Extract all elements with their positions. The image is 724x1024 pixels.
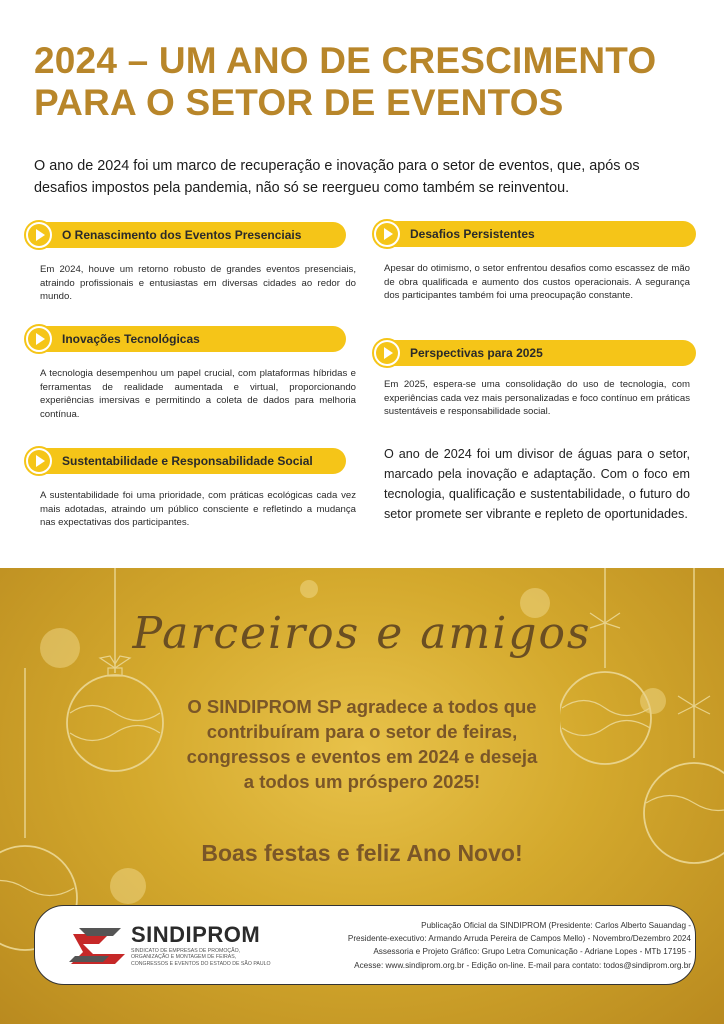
- holiday-greeting: Boas festas e feliz Ano Novo!: [201, 840, 523, 866]
- section-heading-label: Sustentabilidade e Responsabilidade Social: [62, 454, 313, 468]
- section-heading-label: Perspectivas para 2025: [410, 346, 543, 360]
- section-body-perspectivas: Em 2025, espera-se uma consolidação do uso de tecnologia, com experiências cada vez mais personalizadas e foco contínuo em práticas sustentáveis e responsabilidade social.: [384, 379, 690, 418]
- section-heading-desafios: [376, 221, 696, 247]
- section-heading-perspectivas: [376, 340, 696, 366]
- section-body-desafios: Apesar do otimismo, o setor enfrentou desafios como escassez de mão de obra qualificada e aumento dos custos operacionais. A segurança dos participantes também foi uma preocupação constante.: [384, 263, 690, 302]
- sindiprom-logo-icon: [69, 924, 129, 966]
- title-line-1: 2024 – UM ANO DE CRESCIMENTO: [34, 40, 657, 81]
- publication-info-line: Presidente-executivo: Armando Arruda Pereira de Campos Mello) - Novembro/Dezembro 2024: [347, 934, 691, 944]
- thank-you-message: [150, 694, 574, 794]
- publication-info-line: Acesse: www.sindiprom.org.br - Edição on-line. E-mail para contato: todos@sindiprom.org.br: [354, 960, 691, 970]
- thank-you-line: contribuíram para o setor de feiras,: [206, 721, 518, 742]
- play-arrow-icon: [372, 338, 402, 368]
- thank-you-line: congressos e eventos em 2024 e deseja: [186, 746, 538, 767]
- publication-info: [295, 919, 691, 972]
- section-heading-label: Desafios Persistentes: [410, 227, 535, 241]
- title-line-2: PARA O SETOR DE EVENTOS: [34, 82, 564, 123]
- publication-info-line: Assessoria e Projeto Gráfico: Grupo Letra Comunicação - Adriane Lopes - MTb 17195 -: [373, 947, 691, 957]
- conclusion-paragraph: O ano de 2024 foi um divisor de águas para o setor, marcado pela inovação e adaptação. Com o foco em tecnologia, qualificação e sustentabilidade, o futuro do setor promete ser vibrante e repleto de oportunidades.: [384, 447, 690, 521]
- section-heading-sustentabilidade: [28, 448, 346, 474]
- section-body-inovacoes: A tecnologia desempenhou um papel crucial, com plataformas híbridas e ferramentas de realidade aumentada e virtual, proporcionando experiências imersivas e permitindo a coleta de dados para melhoria contínua.: [40, 368, 356, 420]
- section-heading-renascimento: [28, 222, 346, 248]
- logo-subtitle: SINDICATO DE EMPRESAS DE PROMOÇÃO, ORGANIZAÇÃO E MONTAGEM DE FEIRAS, CONGRESSOS E EVENTOS DO ESTADO DE SÃO PAULO: [131, 948, 271, 967]
- publication-info-line: Publicação Oficial da SINDIPROM (Presidente: Carlos Alberto Sauandag -: [421, 921, 691, 930]
- play-arrow-icon: [24, 446, 54, 476]
- logo-name: SINDIPROM: [131, 922, 261, 947]
- section-heading-inovacoes: [28, 326, 346, 352]
- banner-script-title: Parceiros e amigos: [132, 608, 592, 659]
- intro-paragraph: O ano de 2024 foi um marco de recuperação e inovação para o setor de eventos, que, após os desafios impostos pela pandemia, não só se reergueu como também se reinventou.: [34, 158, 640, 196]
- section-heading-label: O Renascimento dos Eventos Presenciais: [62, 228, 302, 242]
- thank-you-line: a todos um próspero 2025!: [243, 771, 481, 792]
- bokeh-light: [300, 580, 318, 598]
- page-title: [34, 40, 694, 124]
- section-body-sustentabilidade: A sustentabilidade foi uma prioridade, com práticas ecológicas cada vez mais adotadas, atraindo um público consciente e refletindo a mudança nas expectativas dos participantes.: [40, 490, 356, 529]
- thank-you-line: O SINDIPROM SP agradece a todos que: [187, 696, 537, 717]
- play-arrow-icon: [372, 219, 402, 249]
- bokeh-light: [110, 868, 146, 904]
- section-body-renascimento: Em 2024, houve um retorno robusto de grandes eventos presenciais, atraindo profissionais e entusiastas em diversas cidades ao redor do mundo.: [40, 264, 356, 303]
- footer-credits-box: [34, 905, 696, 985]
- play-arrow-icon: [24, 220, 54, 250]
- play-arrow-icon: [24, 324, 54, 354]
- section-heading-label: Inovações Tecnológicas: [62, 332, 200, 346]
